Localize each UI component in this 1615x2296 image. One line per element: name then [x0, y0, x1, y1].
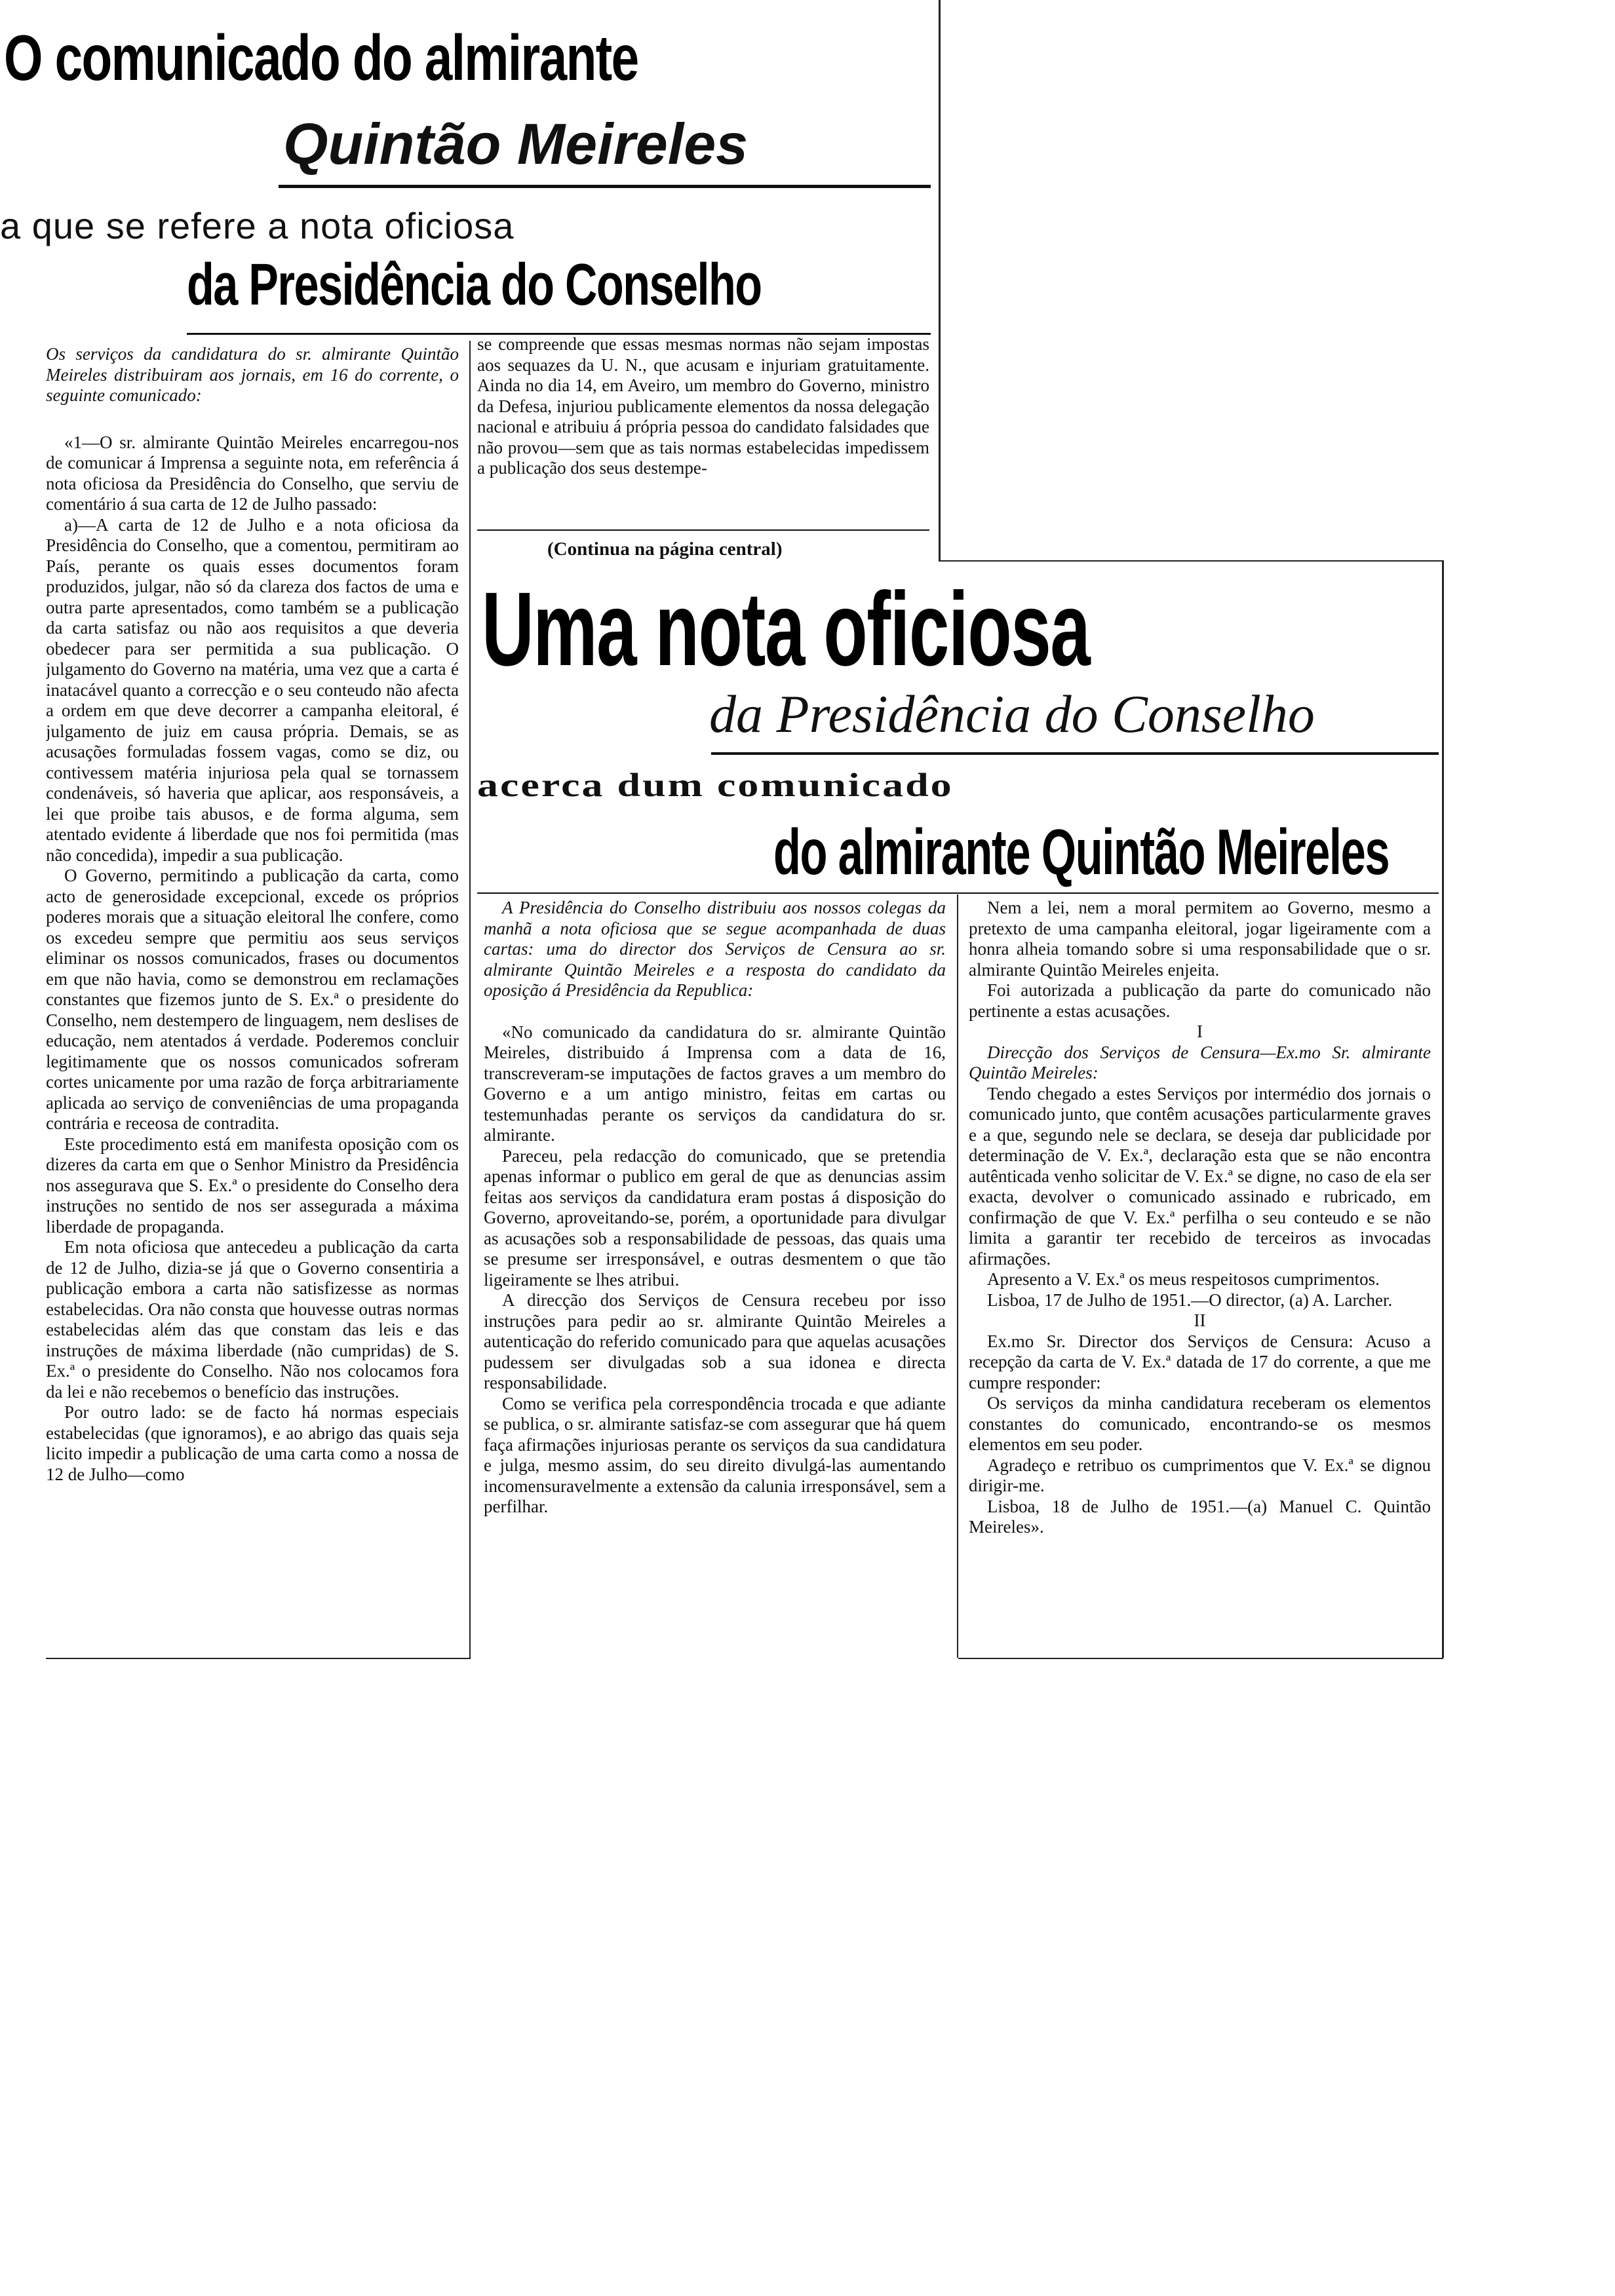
- right-article-right-border: [1442, 560, 1444, 1658]
- left-article-column-2: [477, 334, 929, 527]
- continua-note: (Continua na página central): [547, 539, 783, 560]
- right-article-bottom-border: [958, 1658, 1443, 1659]
- left-column-divider: [469, 341, 471, 1658]
- right-subhead-line2: do almirante Quintão Meireles: [773, 816, 1390, 888]
- left-column2-text: se compreende que essas mesmas normas não sejam impostas aos sequazes da U. N., que acusam e injuriam gratuitamente. Ainda no dia 14, em Aveiro, um membro do Governo, ministro da Defesa, injuriou publicamente elementos da nossa delegação nacional e atribuiu á própria pessoa do candidato falsidades que não provou—sem que as tais normas estabelecidas impedissem a publicação dos seus destempe-: [477, 334, 929, 478]
- left-column2-rule: [477, 529, 929, 531]
- left-intro: Os serviços da candidatura do sr. almirante Quintão Meireles distribuiram aos jornais, em 16 do corrente, o seguinte comunicado:: [46, 344, 459, 405]
- left-headline-line2: Quintão Meireles: [283, 111, 749, 176]
- left-paragraph: Em nota oficiosa que antecedeu a publicação da carta de 12 de Julho, dizia-se já que o Governo consentiria a publicação embora a carta não satisfizesse as normas estabelecidas. Ora não consta que houvesse outras normas estabelecidas além das que constam das leis e das instruções de máxima liberdade (não cumpridas) de S. Ex.ª o presidente do Conselho. Não nos colocamos fora da lei e não recebemos o benefício das instruções.: [46, 1237, 459, 1402]
- letter2-salutation: Ex.mo Sr. Director dos Serviços de Censura: Acuso a recepção da carta de V. Ex.ª datada de 17 do corrente, a que me cumpre responder:: [969, 1331, 1431, 1392]
- letter1-body: Tendo chegado a estes Serviços por intermédio dos jornais o comunicado junto, que contêm acusações particularmente graves e a que, segundo nele se declara, se deseja dar publicidade por determinação de V. Ex.ª, declaração esta que se não encontra autênticada venho solicitar de V. Ex.ª se digne, no caso de ela ser exacta, devolver o comunicado assinado e rubricado, em confirmação de que V. Ex.ª perfilha o seu conteudo e se não limita a garantir ter recebido de terceiros as invocadas afirmações.: [969, 1083, 1431, 1269]
- left-paragraph: «1—O sr. almirante Quintão Meireles encarregou-nos de comunicar á Imprensa a seguinte nota, em referência á nota oficiosa da Presidência do Conselho, que serviu de comentário á sua carta de 12 de Julho passado:: [46, 432, 459, 514]
- right-headline-line2: da Presidência do Conselho: [709, 684, 1315, 744]
- right-article-column-1: [484, 898, 946, 1661]
- letter2-closing: Agradeço e retribuo os cumprimentos que V. Ex.ª se dignou dirigir-me.: [969, 1455, 1431, 1495]
- left-article-border: [939, 0, 941, 560]
- right-subhead-rule: [477, 892, 1439, 894]
- right-paragraph: Foi autorizada a publicação da parte do comunicado não pertinente a estas acusações.: [969, 980, 1431, 1021]
- left-article-bottom-border: [46, 1658, 471, 1659]
- letter2-body: Os serviços da minha candidatura receberam os elementos constantes do comunicado, encontrando-se os mesmos elementos em seu poder.: [969, 1393, 1431, 1454]
- right-subhead-line1: acerca dum comunicado: [477, 766, 954, 804]
- roman-numeral-2: II: [1194, 1311, 1206, 1330]
- right-article-top-border: [939, 560, 1443, 562]
- left-subhead-line1: a que se refere a nota oficiosa: [0, 205, 515, 246]
- right-headline-line1: Uma nota oficiosa: [482, 570, 1090, 687]
- right-article-column-2: [969, 898, 1431, 1661]
- left-subhead-line2: da Presidência do Conselho: [187, 252, 762, 318]
- letter1-closing: Apresento a V. Ex.ª os meus respeitosos cumprimentos.: [987, 1269, 1380, 1289]
- right-paragraph: Nem a lei, nem a moral permitem ao Governo, mesmo a pretexto de uma campanha eleitoral, jogar ligeiramente com a honra alheia tomando sobre si uma responsabilidade que o sr. almirante Quintão Meireles enjeita.: [969, 898, 1431, 980]
- letter1-salutation: Direcção dos Serviços de Censura—Ex.mo Sr. almirante Quintão Meireles:: [969, 1042, 1431, 1082]
- left-headline-rule: [279, 185, 931, 188]
- left-article-column-1: [46, 344, 459, 1661]
- right-intro: A Presidência do Conselho distribuiu aos nossos colegas da manhã a nota oficiosa que se segue acompanhada de duas cartas: uma do director dos Serviços de Censura ao sr. almirante Quintão Meireles e a resposta do candidato da oposição á Presidência da Republica:: [484, 898, 946, 1000]
- right-paragraph: «No comunicado da candidatura do sr. almirante Quintão Meireles, distribuido á Imprensa com a data de 16, transcreveram-se imputações de factos graves a um membro do Governo e a um antigo ministro, feitas em cartas ou testemunhadas perante os serviços da candidatura do sr. almirante.: [484, 1022, 946, 1145]
- right-paragraph: Como se verifica pela correspondência trocada e que adiante se publica, o sr. almirante satisfaz-se com assegurar que há quem faça afirmações injuriosas perante os serviços da sua candidatura e julga, mesmo assim, do seu direito divulgá-las aumentando incomensuravelmente a extensão da calunia irresponsável, sem a perfilhar.: [484, 1393, 946, 1516]
- left-headline-line1: O comunicado do almirante: [4, 22, 638, 94]
- letter2-signature: Lisboa, 18 de Julho de 1951.—(a) Manuel C. Quintão Meireles».: [969, 1496, 1431, 1537]
- right-column-divider: [957, 894, 958, 1658]
- letter1-signature: Lisboa, 17 de Julho de 1951.—O director, (a) A. Larcher.: [987, 1290, 1393, 1310]
- left-paragraph: O Governo, permitindo a publicação da carta, como acto de generosidade excepcional, excede os próprios poderes morais que a situação eleitoral lhe confere, como os excedeu sempre que permitiu aos seus serviços eliminar os nossos comunicados, frases ou documentos em que não havia, como se demonstrou em reclamações constantes que fizemos junto de S. Ex.ª o presidente do Conselho, nem destempero de linguagem, nem deslises de educação, nem atentados á verdade. Poderemos concluir legitimamente que os nossos comunicados sofreram cortes unicamente por uma razão de força arbitrariamente aplicada ao serviço de conveniências de uma propaganda contrária e receosa de contradita.: [46, 866, 459, 1133]
- right-headline-rule: [711, 752, 1439, 755]
- roman-numeral-1: I: [1197, 1022, 1203, 1041]
- right-paragraph: Pareceu, pela redacção do comunicado, que se pretendia apenas informar o publico em geral de que as denuncias assim feitas aos serviços da candidatura eram postas á disposição do Governo, aproveitando-se, porém, a oportunidade para divulgar as acusações sob a responsabilidade de pessoas, das quais uma se presume ser irresponsável, e outras desmentem o que tão ligeiramente se lhes atribui.: [484, 1145, 946, 1290]
- right-paragraph: A direcção dos Serviços de Censura recebeu por isso instruções para pedir ao sr. almirante Quintão Meireles a autenticação do referido comunicado para que aquelas acusações pudessem ser divulgadas sob a sua idonea e directa responsabilidade.: [484, 1290, 946, 1392]
- left-paragraph: Por outro lado: se de facto há normas especiais estabelecidas (que ignoramos), e ao abrigo das quais seja licito impedir a publicação de uma carta como a nossa de 12 de Julho—como: [46, 1402, 459, 1484]
- left-paragraph: a)—A carta de 12 de Julho e a nota oficiosa da Presidência do Conselho, que a comentou, permitiram ao País, perante os quais esses documentos foram produzidos, julgar, não só da clareza dos factos de uma e outra parte apresentados, como também se a publicação da carta satisfaz ou não aos requisitos a que deveria obedecer para ser permitida a sua publicação. O julgamento do Governo na matéria, uma vez que a carta é inatacável quanto a correcção e o seu conteudo não afecta a ordem em que deve decorrer a campanha eleitoral, é julgamento de juiz em causa própria. Demais, se as acusações formuladas fossem vagas, como se diz, ou contivessem matéria injuriosa pela qual se tornassem condenáveis, só haveria que aplicar, aos responsáveis, a lei que proibe tais abusos, e de forma alguma, sem atentado evidente á liberdade que nos foi permitida (mas não concedida), impedir a sua publicação.: [46, 514, 459, 865]
- left-paragraph: Este procedimento está em manifesta oposição com os dizeres da carta em que o Senhor Ministro da Presidência nos assegurava que S. Ex.ª o presidente do Conselho dera instruções no sentido de nos ser assegurada a máxima liberdade de propaganda.: [46, 1134, 459, 1236]
